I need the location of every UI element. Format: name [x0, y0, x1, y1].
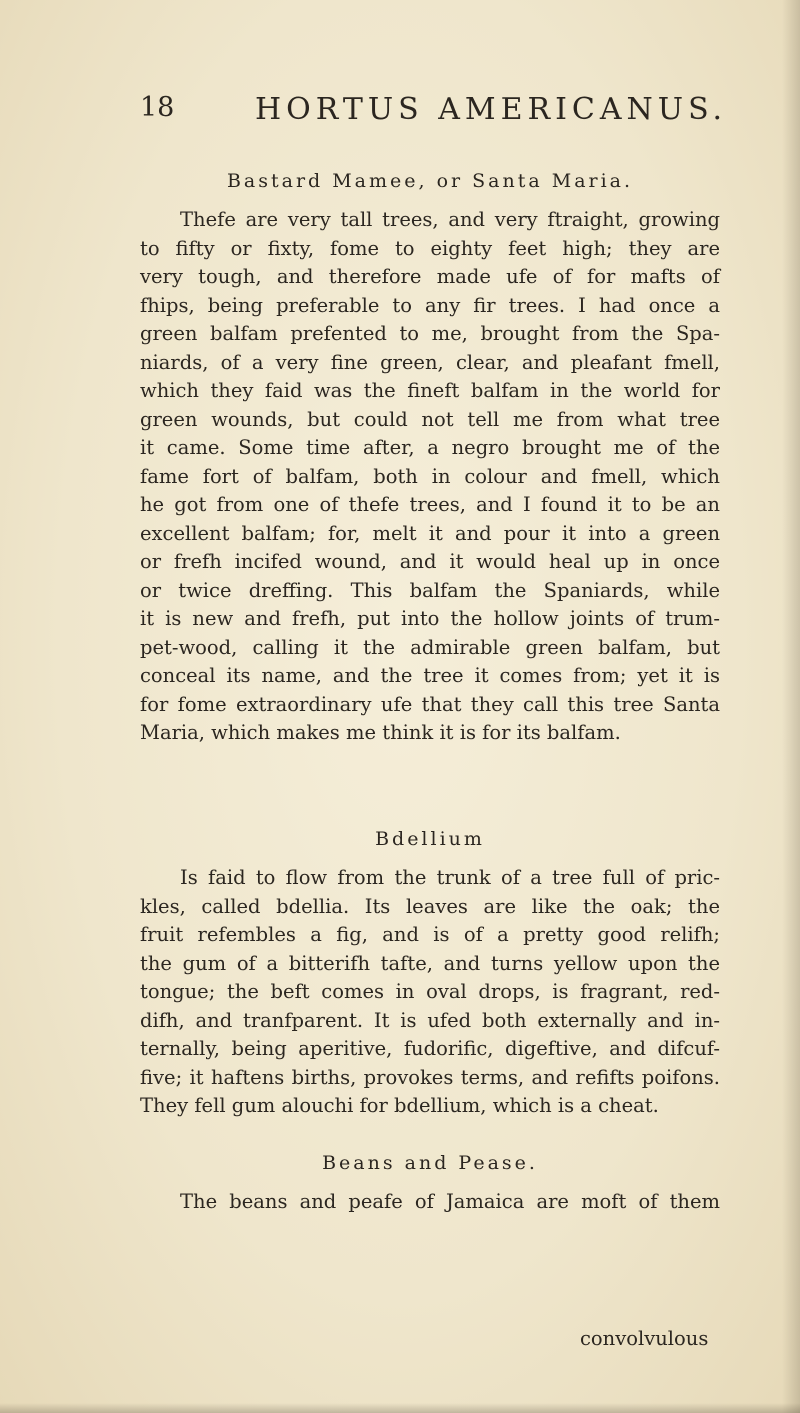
- text-line: excellent balfam; for, melt it and pour it into a green: [140, 521, 720, 545]
- text-line: the gum of a bitterifh tafte, and turns yellow upon the: [140, 951, 720, 975]
- text-line: Is faid to flow from the trunk of a tree full of pric-: [180, 866, 720, 889]
- text-line: it is new and frefh, put into the hollow joints of trum-: [140, 607, 720, 630]
- text-line: fhips, being preferable to any fir trees. I had once a: [140, 293, 720, 317]
- text-line: five; it haftens births, provokes terms, and refifts poifons.: [140, 1065, 720, 1089]
- text-line: fame fort of balfam, both in colour and fmell, which: [140, 464, 720, 488]
- text-line: Maria, which makes me think it is for its balfam.: [140, 721, 621, 744]
- text-line: for fome extraordinary ufe that they call this tree Santa: [140, 692, 720, 716]
- text-line: it came. Some time after, a negro brought me of the: [140, 436, 720, 459]
- text-line: or frefh incifed wound, and it would heal up in once: [140, 550, 720, 573]
- text-line: difh, and tranfparent. It is ufed both externally and in-: [140, 1008, 720, 1032]
- text-line: green balfam prefented to me, brought from the Spa-: [140, 322, 720, 345]
- section-heading-bdellium: Bdellium: [375, 828, 485, 850]
- page-edge-shadow: [782, 0, 800, 1413]
- text-line: he got from one of thefe trees, and I found it to be an: [140, 493, 720, 516]
- text-line: niards, of a very fine green, clear, and pleafant fmell,: [140, 350, 720, 374]
- text-line: to fifty or fixty, fome to eighty feet high; they are: [140, 236, 720, 260]
- text-line: or twice dreffing. This balfam the Spaniards, while: [140, 578, 720, 602]
- page-number: 18: [140, 92, 175, 123]
- text-line: tongue; the beft comes in oval drops, is fragrant, red-: [140, 980, 720, 1003]
- text-line: ternally, being aperitive, fudorific, digeftive, and difcuf-: [140, 1037, 720, 1060]
- section-text-bastard-mamee: [140, 206, 720, 748]
- section-text-beans-and-pease: [140, 1188, 720, 1217]
- section-heading-beans-and-pease: Beans and Pease.: [322, 1152, 538, 1174]
- section-text-bdellium: [140, 864, 720, 1121]
- section-heading-bastard-mamee: Bastard Mamee, or Santa Maria.: [226, 170, 634, 192]
- text-line: which they faid was the fineft balfam in the world for: [140, 379, 720, 402]
- text-line: green wounds, but could not tell me from what tree: [140, 407, 720, 431]
- text-line: They fell gum alouchi for bdellium, which is a cheat.: [140, 1094, 659, 1117]
- text-line: very tough, and therefore made ufe of for mafts of: [140, 265, 720, 288]
- text-line: fruit refembles a fig, and is of a pretty good relifh;: [140, 923, 720, 946]
- running-title: HORTUS AMERICANUS.: [255, 92, 728, 127]
- text-line: The beans and peafe of Jamaica are moft of them: [180, 1190, 720, 1213]
- text-line: conceal its name, and the tree it comes from; yet it is: [140, 664, 720, 687]
- catchword: convolvulous: [580, 1327, 709, 1350]
- text-line: pet-wood, calling it the admirable green balfam, but: [140, 635, 720, 659]
- text-line: kles, called bdellia. Its leaves are like the oak; the: [140, 894, 720, 918]
- text-line: Thefe are very tall trees, and very ftraight, growing: [180, 208, 720, 231]
- page-bottom-shadow: [0, 1403, 800, 1413]
